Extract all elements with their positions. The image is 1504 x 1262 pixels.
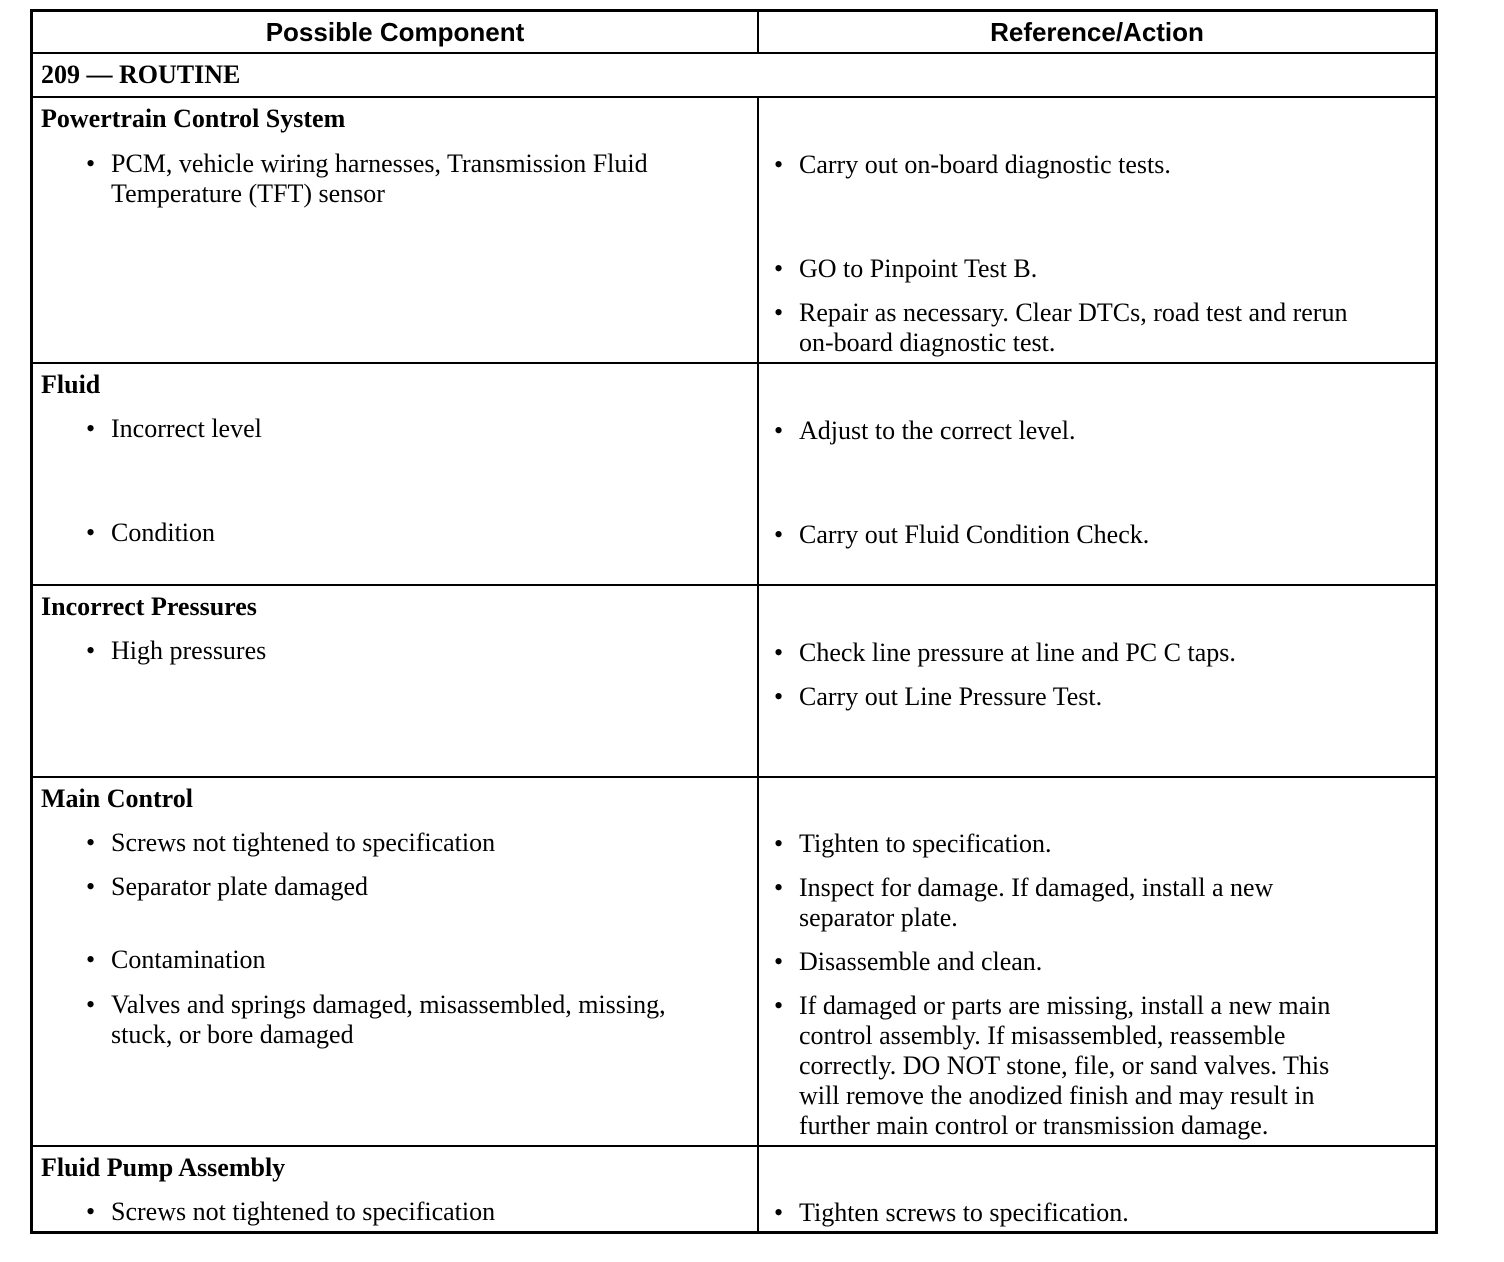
action-text: Adjust to the correct level.	[799, 416, 1076, 445]
action-text: Carry out on-board diagnostic tests.	[799, 150, 1171, 179]
section-title: Powertrain Control System	[41, 104, 346, 133]
bullet-icon: •	[774, 638, 784, 667]
bullet-icon: •	[86, 990, 96, 1019]
component-text: Screws not tightened to specification	[111, 828, 496, 857]
bullet-icon: •	[774, 682, 784, 711]
component-text: Temperature (TFT) sensor	[111, 179, 385, 208]
bullet-icon: •	[86, 149, 96, 178]
action-text: on-board diagnostic test.	[799, 328, 1056, 357]
action-text: Disassemble and clean.	[799, 947, 1043, 976]
bullet-icon: •	[86, 828, 96, 857]
component-text: stuck, or bore damaged	[111, 1020, 354, 1049]
bullet-icon: •	[774, 829, 784, 858]
table-right-border	[1435, 9, 1438, 1234]
bullet-icon: •	[774, 416, 784, 445]
section-title: Main Control	[41, 784, 193, 813]
bullet-icon: •	[774, 873, 784, 902]
bullet-icon: •	[774, 1198, 784, 1227]
bullet-icon: •	[774, 298, 784, 327]
bullet-icon: •	[86, 1197, 96, 1226]
component-text: Contamination	[111, 945, 266, 974]
component-text: High pressures	[111, 636, 267, 665]
bullet-icon: •	[774, 150, 784, 179]
routine-bottom-border	[32, 96, 1438, 98]
bullet-icon: •	[774, 254, 784, 283]
action-text: Tighten screws to specification.	[799, 1198, 1129, 1227]
bullet-icon: •	[86, 414, 96, 443]
component-text: Incorrect level	[111, 414, 262, 443]
section-divider	[32, 1145, 1438, 1147]
action-text: further main control or transmission damage.	[799, 1111, 1269, 1140]
action-text: Check line pressure at line and PC C taps.	[799, 638, 1236, 667]
table-left-border	[30, 9, 33, 1234]
action-text: control assembly. If misassembled, reassemble	[799, 1021, 1286, 1050]
column-header-component: Possible Component	[265, 16, 525, 47]
table-bottom-border	[30, 1231, 1438, 1234]
section-divider	[32, 584, 1438, 586]
component-text: Screws not tightened to specification	[111, 1197, 496, 1226]
component-text: PCM, vehicle wiring harnesses, Transmission Fluid	[111, 149, 648, 178]
bullet-icon: •	[774, 520, 784, 549]
bullet-icon: •	[86, 945, 96, 974]
section-divider	[32, 362, 1438, 364]
column-header-action: Reference/Action	[990, 16, 1204, 47]
routine-label: 209 — ROUTINE	[41, 60, 241, 89]
section-title: Fluid	[41, 370, 101, 399]
bullet-icon: •	[86, 872, 96, 901]
component-text: Separator plate damaged	[111, 872, 368, 901]
component-text: Valves and springs damaged, misassembled, missing,	[111, 990, 666, 1019]
bullet-icon: •	[774, 947, 784, 976]
section-title: Incorrect Pressures	[41, 592, 257, 621]
column-divider	[757, 96, 759, 1234]
action-text: separator plate.	[799, 903, 958, 932]
action-text: Tighten to specification.	[799, 829, 1052, 858]
bullet-icon: •	[774, 991, 784, 1020]
bullet-icon: •	[86, 636, 96, 665]
action-text: Repair as necessary. Clear DTCs, road test and rerun	[799, 298, 1348, 327]
action-text: If damaged or parts are missing, install a new main	[799, 991, 1331, 1020]
action-text: GO to Pinpoint Test B.	[799, 254, 1038, 283]
section-divider	[32, 776, 1438, 778]
component-text: Condition	[111, 518, 216, 547]
bullet-icon: •	[86, 518, 96, 547]
action-text: correctly. DO NOT stone, file, or sand valves. This	[799, 1051, 1330, 1080]
action-text: Carry out Line Pressure Test.	[799, 682, 1103, 711]
action-text: Inspect for damage. If damaged, install a new	[799, 873, 1274, 902]
action-text: Carry out Fluid Condition Check.	[799, 520, 1150, 549]
action-text: will remove the anodized finish and may result in	[799, 1081, 1315, 1110]
section-title: Fluid Pump Assembly	[41, 1153, 286, 1182]
header-bottom-border	[32, 52, 1438, 54]
